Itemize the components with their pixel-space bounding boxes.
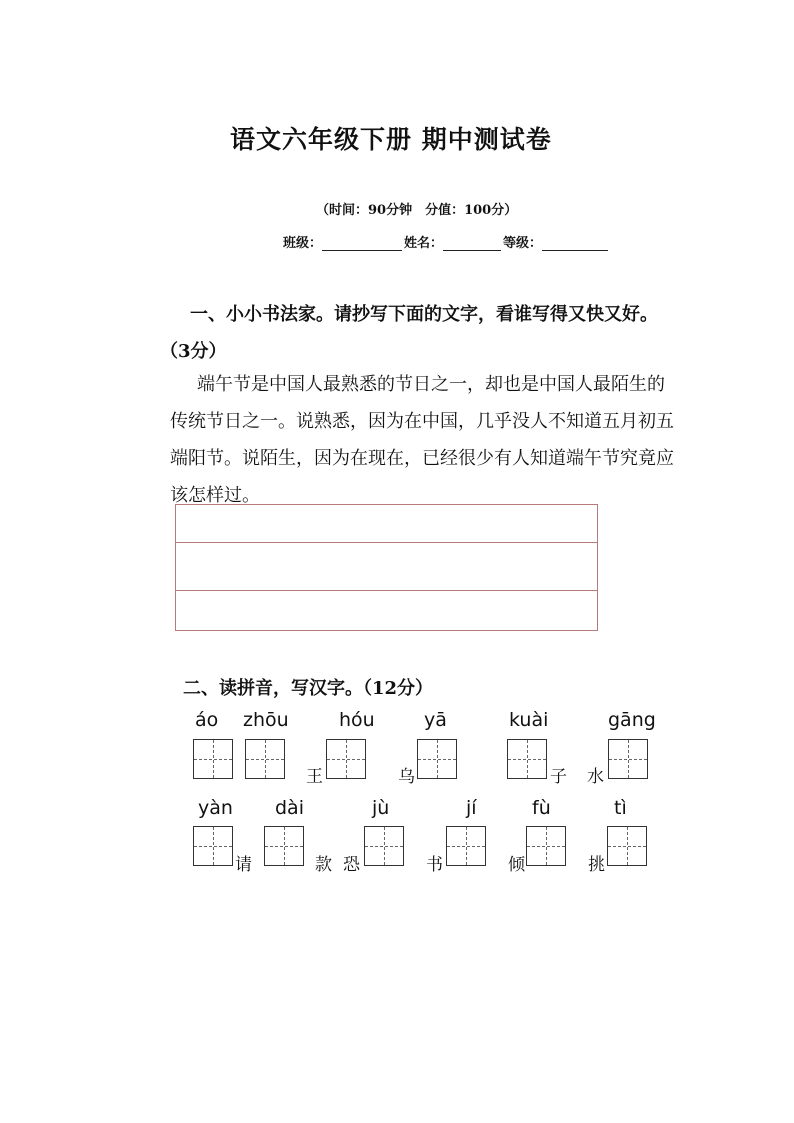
pinyin-label: jù bbox=[372, 797, 390, 819]
tianzige-box[interactable] bbox=[608, 739, 648, 779]
tianzige-box[interactable] bbox=[446, 826, 486, 866]
name-field[interactable] bbox=[443, 236, 501, 251]
given-character: 恐 bbox=[343, 855, 360, 875]
tianzige-box[interactable] bbox=[507, 739, 547, 779]
passage-line: 该怎样过。 bbox=[170, 485, 260, 506]
given-character: 书 bbox=[426, 855, 443, 875]
passage-line: 端阳节。说陌生，因为在现在，已经很少有人知道端午节究竟应 bbox=[170, 448, 674, 469]
pinyin-label: yàn bbox=[198, 797, 233, 819]
passage-line: 端午节是中国人最熟悉的节日之一，却也是中国人最陌生的 bbox=[197, 374, 665, 395]
tianzige-box[interactable] bbox=[264, 826, 304, 866]
pinyin-label: dài bbox=[275, 797, 304, 819]
passage-line: 传统节日之一。说熟悉，因为在中国，几乎没人不知道五月初五 bbox=[170, 411, 674, 432]
name-label: 姓名： bbox=[404, 236, 444, 251]
tianzige-box[interactable] bbox=[607, 826, 647, 866]
given-character: 款 bbox=[315, 855, 332, 875]
pinyin-label: yā bbox=[424, 709, 447, 731]
given-character: 乌 bbox=[398, 767, 415, 787]
pinyin-label: kuài bbox=[509, 709, 549, 731]
pinyin-label: áo bbox=[195, 709, 219, 731]
pinyin-label: jí bbox=[466, 797, 477, 819]
grid-line bbox=[176, 590, 597, 591]
tianzige-box[interactable] bbox=[245, 739, 285, 779]
student-info-line bbox=[283, 232, 610, 251]
given-character: 请 bbox=[235, 855, 252, 875]
section-1-heading: 一、小小书法家。请抄写下面的文字，看谁写得又快又好。 bbox=[190, 304, 658, 325]
pinyin-label: hóu bbox=[339, 709, 375, 731]
pinyin-label: zhōu bbox=[243, 709, 289, 731]
handwriting-grid[interactable] bbox=[175, 504, 598, 631]
exam-time-score: （时间：90分钟 分值：100分） bbox=[316, 203, 518, 218]
page-title: 语文六年级下册 期中测试卷 bbox=[230, 125, 552, 154]
class-label: 班级： bbox=[283, 236, 323, 251]
given-character: 水 bbox=[587, 767, 604, 787]
copy-passage bbox=[170, 366, 710, 514]
class-field[interactable] bbox=[322, 236, 402, 251]
given-character: 倾 bbox=[508, 855, 525, 875]
tianzige-box[interactable] bbox=[364, 826, 404, 866]
grade-label: 等级： bbox=[503, 236, 543, 251]
given-character: 子 bbox=[550, 767, 567, 787]
pinyin-label: gāng bbox=[608, 709, 656, 731]
grid-line bbox=[176, 542, 597, 543]
tianzige-box[interactable] bbox=[193, 739, 233, 779]
tianzige-box[interactable] bbox=[326, 739, 366, 779]
tianzige-box[interactable] bbox=[417, 739, 457, 779]
given-character: 挑 bbox=[588, 855, 605, 875]
tianzige-box[interactable] bbox=[526, 826, 566, 866]
section-1-score: （3分） bbox=[160, 341, 227, 362]
given-character: 王 bbox=[306, 767, 323, 787]
pinyin-label: fù bbox=[532, 797, 551, 819]
tianzige-box[interactable] bbox=[193, 826, 233, 866]
pinyin-label: tì bbox=[614, 797, 627, 819]
section-2-heading: 二、读拼音，写汉字。（12分） bbox=[183, 678, 434, 699]
grade-field[interactable] bbox=[542, 236, 608, 251]
